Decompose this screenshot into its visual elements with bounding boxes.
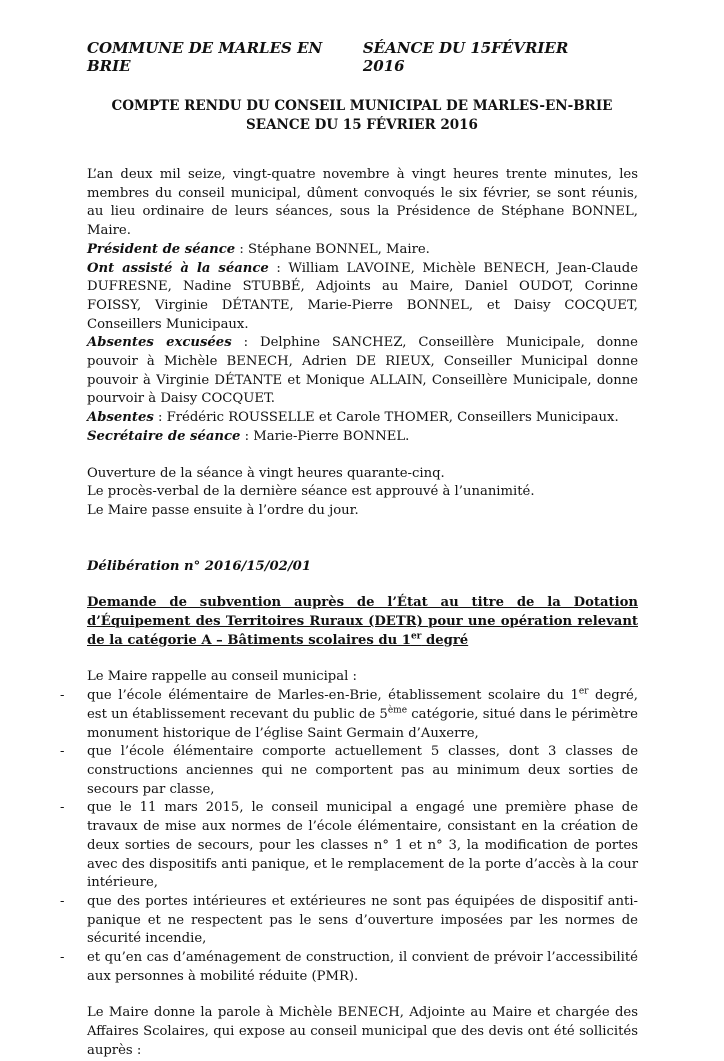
document-body [87,166,638,1061]
deliberation-subject [87,594,638,650]
list-item-text: degré, est un établissement recevant du public de 5 [87,688,638,722]
subject-text-end: degré [421,632,469,648]
secretary-text: : Marie-Pierre BONNEL. [240,428,410,444]
present-line [87,260,638,335]
list-item-text: catégorie, situé dans le périmètre monument historique de l’église Saint Germain d’Auxerre, [87,706,638,741]
absent-line [87,409,638,428]
list-item: - que l’école élémentaire comporte actuellement 5 classes, dont 3 classes de constructions anciennes qui ne comportent pas au minimum deux sorties de secours par classe, [87,743,638,799]
list-item: - que le 11 mars 2015, le conseil municipal a engagé une première phase de travaux de mise aux normes de l’école élémentaire, consistant en la création de deux sorties de secours, pour les classes n° 1 et n° 3, la modification de portes avec des dispositifs anti panique, et le remplacement de la porte d’accès à la cour intérieure, [87,799,638,893]
document-title [0,97,724,135]
intro-paragraph: L’an deux mil seize, vingt-quatre novembre à vingt heures trente minutes, les membres du conseil municipal, dûment convoqués le six février, se sont réunis, au lieu ordinaire de leurs séances, sous la Présidence de Stéphane BONNEL, Maire. [87,167,638,239]
page-header [87,39,644,75]
absent-text: : Frédéric ROUSSELLE et Carole THOMER, Conseillers Municipaux. [153,410,619,426]
list-item: - que des portes intérieures et extérieures ne sont pas équipées de dispositif anti-panique et ne respectent pas le sens d’ouverture imposées par les normes de sécurité incendie, [87,893,638,949]
president-label: Président de séance [87,241,236,257]
excused-label: Absentes excusées [87,335,232,351]
subject-superscript: er [410,631,422,642]
opening-line-3: Le Maire passe ensuite à l’ordre du jour. [87,502,359,518]
president-text: : Stéphane BONNEL, Maire. [235,241,430,257]
list-item-text: que l’école élémentaire de Marles-en-Brie, établissement scolaire du 1 [87,688,579,704]
opening-line-1: Ouverture de la séance à vingt heures quarante-cinq. [87,465,445,481]
present-text: : William LAVOINE, Michèle BENECH, Jean-Claude DUFRESNE, Nadine STUBBÉ, Adjoints au Maire, Daniel OUDOT, Corinne FOISSY, Virginie DÉTANTE, Marie-Pierre BONNEL, et Daisy COCQUET, Conseillers Municipaux. [87,260,639,332]
secretary-line [87,428,638,447]
list-item: - et qu’en cas d’aménagement de construction, il convient de prévoir l’accessibilité aux personnes à mobilité réduite (PMR). [87,949,638,986]
excused-text: : Delphine SANCHEZ, Conseillère Municipale, donne pouvoir à Michèle BENECH, Adrien DE RIEUX, Conseiller Municipal donne pouvoir à Virginie DÉTANTE et Monique ALLAIN, Conseillère Municipale, donne pourvoir à Daisy COCQUET. [87,335,638,407]
secretary-label: Secrétaire de séance [87,428,241,444]
subject-text: Demande de subvention auprès de l’État au titre de la Dotation d’Équipement des Territoires Ruraux (DETR) pour une opération relevant de la catégorie A – Bâtiments scolaires du 1 [87,595,638,648]
title-line-1: COMPTE RENDU DU CONSEIL MUNICIPAL DE MARLES-EN-BRIE [111,98,613,114]
header-commune: COMMUNE DE MARLES EN BRIE [87,39,323,75]
list-item [87,687,638,743]
closing-paragraph: Le Maire donne la parole à Michèle BENECH, Adjointe au Maire et chargée des Affaires Scolaires, qui expose au conseil municipal que des devis ont été sollicités auprès : [87,1005,638,1058]
recall-list [87,687,638,986]
list-item-superscript: ème [387,705,408,716]
deliberation-number: Délibération n° 2016/15/02/01 [87,558,312,574]
president-line [87,241,638,260]
header-session-date: SÉANCE DU 15FÉVRIER 2016 [362,39,569,75]
absent-label: Absentes [87,410,154,426]
present-label: Ont assisté à la séance [87,260,269,276]
excused-line [87,334,638,409]
recall-line: Le Maire rappelle au conseil municipal : [87,669,357,685]
opening-line-2: Le procès-verbal de la dernière séance est approuvé à l’unanimité. [87,484,535,500]
title-line-2: SEANCE DU 15 FÉVRIER 2016 [246,117,478,133]
list-item-superscript: er [578,686,589,697]
